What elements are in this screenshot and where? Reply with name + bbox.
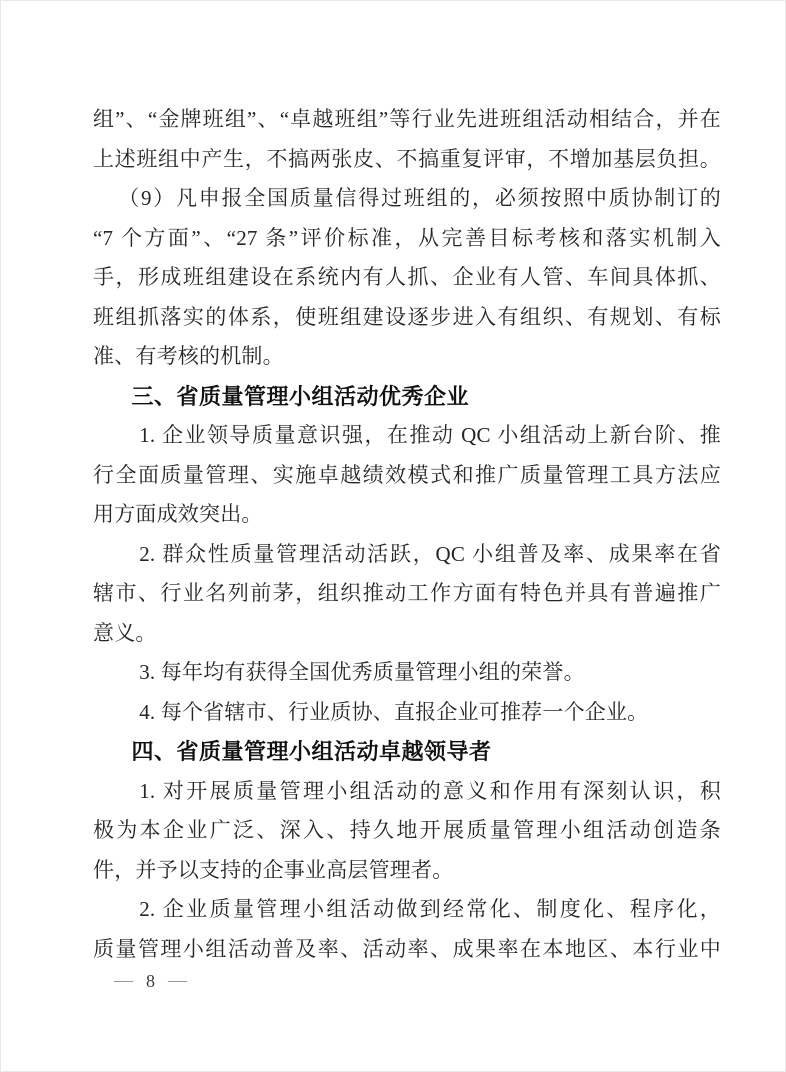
text-line: “7 个方面”、“27 条”评价标准，从完善目标考核和落实机制入 xyxy=(93,225,721,250)
text-line: 质量管理小组活动普及率、活动率、成果率在本地区、本行业中 xyxy=(93,936,721,961)
text-line: 1. 企业领导质量意识强，在推动 QC 小组活动上新台阶、推 xyxy=(139,423,721,447)
text-line: 手，形成班组建设在系统内有人抓、企业有人管、车间具体抓、 xyxy=(93,265,721,289)
text-line: （9）凡申报全国质量信得过班组的，必须按照中质协制订的 xyxy=(118,186,721,210)
text-line: 2. 企业质量管理小组活动做到经常化、制度化、程序化， xyxy=(139,897,721,921)
section-heading: 三、省质量管理小组活动优秀企业 xyxy=(131,383,470,409)
text-line: 组”、“金牌班组”、“卓越班组”等行业先进班组活动相结合，并在 xyxy=(93,107,721,131)
document-body xyxy=(93,100,721,969)
text-line: 1. 对开展质量管理小组活动的意义和作用有深刻认识，积 xyxy=(139,778,721,803)
text-line: 行全面质量管理、实施卓越绩效模式和推广质量管理工具方法应 xyxy=(93,462,721,487)
text-line: 准、有考核的机制。 xyxy=(93,344,284,368)
text-line: 意义。 xyxy=(93,620,157,645)
text-line: 极为本企业广泛、深入、持久地开展质量管理小组活动创造条 xyxy=(93,818,721,842)
text-line: 班组抓落实的体系，使班组建设逐步进入有组织、有规划、有标 xyxy=(93,304,721,329)
page-footer xyxy=(114,967,187,995)
text-line: 3. 每年均有获得全国优秀质量管理小组的荣誉。 xyxy=(139,660,585,684)
text-line: 2. 群众性质量管理活动活跃，QC 小组普及率、成果率在省 xyxy=(139,541,721,566)
text-line: 上述班组中产生，不搞两张皮、不搞重复评审，不增加基层负担。 xyxy=(93,146,721,171)
section-heading: 四、省质量管理小组活动卓越领导者 xyxy=(131,739,492,764)
text-line: 用方面成效突出。 xyxy=(93,502,263,526)
footer-dash-right: — xyxy=(168,970,187,991)
footer-dash-left: — xyxy=(114,970,133,991)
text-line: 4. 每个省辖市、行业质协、直报企业可推荐一个企业。 xyxy=(139,699,649,724)
text-line: 辖市、行业名列前茅，组织推动工作方面有特色并具有普遍推广 xyxy=(93,581,721,605)
page-number: 8 xyxy=(146,970,155,991)
text-line: 件，并予以支持的企事业高层管理者。 xyxy=(93,857,454,882)
